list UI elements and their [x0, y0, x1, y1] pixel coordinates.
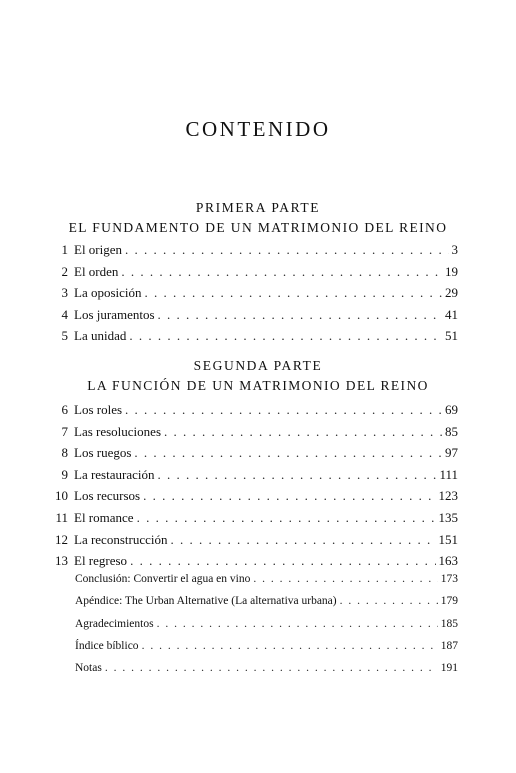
toc-entry[interactable] — [38, 285, 458, 307]
toc-entry[interactable] — [38, 532, 458, 554]
dot-leader — [142, 640, 438, 652]
dot-leader — [340, 595, 438, 607]
page-number: 187 — [440, 639, 458, 652]
part-one-heading: PRIMERA PARTE — [195, 200, 321, 215]
chapter-number: 1 — [61, 242, 68, 257]
toc-entry[interactable] — [38, 328, 458, 350]
chapter-title: Los roles — [74, 402, 123, 417]
dot-leader — [170, 532, 435, 548]
dot-leader — [121, 264, 442, 280]
toc-entry[interactable] — [38, 307, 458, 329]
dot-leader — [125, 402, 442, 418]
chapter-title: El origen — [74, 242, 123, 257]
page-number: 41 — [445, 306, 458, 322]
toc-entry[interactable] — [75, 618, 458, 640]
chapter-title: Las resoluciones — [74, 423, 162, 439]
dot-leader — [137, 510, 436, 526]
dot-leader — [105, 662, 438, 674]
dot-leader — [253, 573, 437, 585]
dot-leader — [143, 488, 435, 504]
chapter-number: 9 — [61, 466, 68, 482]
page-number: 123 — [438, 488, 458, 504]
chapter-number: 3 — [61, 285, 68, 301]
page-number: 179 — [440, 595, 458, 608]
toc-entry[interactable] — [38, 467, 458, 489]
entry-title: Apéndice: The Urban Alternative (La alternativa urbana) — [75, 595, 337, 608]
page-number: 185 — [440, 617, 458, 630]
entry-title: Agradecimientos — [75, 617, 154, 630]
page-number: 51 — [445, 328, 458, 344]
part-one-subheading: EL FUNDAMENTO DE UN MATRIMONIO DEL REINO — [68, 220, 448, 235]
part-one-chapter-list — [38, 242, 458, 350]
part-two-header — [0, 356, 516, 396]
chapter-title: Los ruegos — [74, 445, 132, 461]
toc-entry[interactable] — [38, 424, 458, 446]
page-number: 19 — [445, 263, 458, 279]
toc-entry[interactable] — [75, 662, 458, 684]
chapter-title: Los recursos — [74, 488, 141, 504]
toc-entry[interactable] — [75, 573, 458, 595]
page-number: 111 — [439, 466, 458, 482]
dot-leader — [125, 242, 448, 258]
page-number: 85 — [445, 423, 458, 439]
page-number: 97 — [445, 445, 458, 461]
chapter-number: 5 — [61, 328, 68, 344]
page-title: CONTENIDO — [185, 117, 331, 141]
toc-entry[interactable] — [38, 553, 458, 575]
chapter-number: 7 — [61, 423, 68, 439]
chapter-title: Los juramentos — [74, 306, 155, 322]
dot-leader — [164, 424, 442, 440]
toc-entry[interactable] — [38, 242, 458, 264]
chapter-title: La unidad — [74, 328, 127, 344]
page-number: 29 — [445, 285, 458, 301]
dot-leader — [158, 307, 442, 323]
chapter-title: El romance — [74, 509, 134, 525]
chapter-number: 13 — [55, 553, 68, 569]
toc-entry[interactable] — [75, 595, 458, 617]
chapter-number: 2 — [61, 263, 68, 279]
part-two-subheading: LA FUNCIÓN DE UN MATRIMONIO DEL REINO — [87, 378, 429, 393]
chapter-number: 4 — [61, 306, 68, 322]
toc-entry[interactable] — [75, 640, 458, 662]
chapter-number: 12 — [55, 531, 68, 547]
back-matter-list — [75, 573, 458, 684]
toc-entry[interactable] — [38, 402, 458, 424]
part-two-chapter-list — [38, 402, 458, 575]
page-number: 69 — [445, 402, 458, 417]
page-number: 191 — [440, 662, 458, 675]
chapter-number: 11 — [55, 509, 68, 525]
dot-leader — [157, 467, 436, 483]
chapter-title: El regreso — [74, 553, 128, 569]
chapter-title: El orden — [74, 263, 119, 279]
toc-entry[interactable] — [38, 510, 458, 532]
page-number: 3 — [451, 242, 458, 257]
toc-entry[interactable] — [38, 488, 458, 510]
chapter-number: 10 — [55, 488, 68, 504]
entry-title: Índice bíblico — [75, 639, 139, 652]
chapter-number: 6 — [61, 402, 68, 417]
page-number: 151 — [438, 531, 458, 547]
page-number: 163 — [438, 553, 458, 569]
page-number: 135 — [438, 509, 458, 525]
toc-entry[interactable] — [38, 264, 458, 286]
dot-leader — [157, 618, 438, 630]
chapter-title: La reconstrucción — [74, 531, 168, 547]
chapter-title: La restauración — [74, 466, 155, 482]
part-two-heading: SEGUNDA PARTE — [193, 358, 323, 373]
dot-leader — [130, 553, 435, 569]
part-one-header — [0, 198, 516, 238]
toc-entry[interactable] — [38, 445, 458, 467]
chapter-title: La oposición — [74, 285, 142, 301]
dot-leader — [134, 445, 442, 461]
chapter-number: 8 — [61, 445, 68, 461]
dot-leader — [129, 328, 442, 344]
page-number: 173 — [440, 573, 458, 585]
entry-title: Conclusión: Convertir el agua en vino — [75, 573, 251, 585]
entry-title: Notas — [75, 662, 102, 675]
dot-leader — [145, 285, 442, 301]
